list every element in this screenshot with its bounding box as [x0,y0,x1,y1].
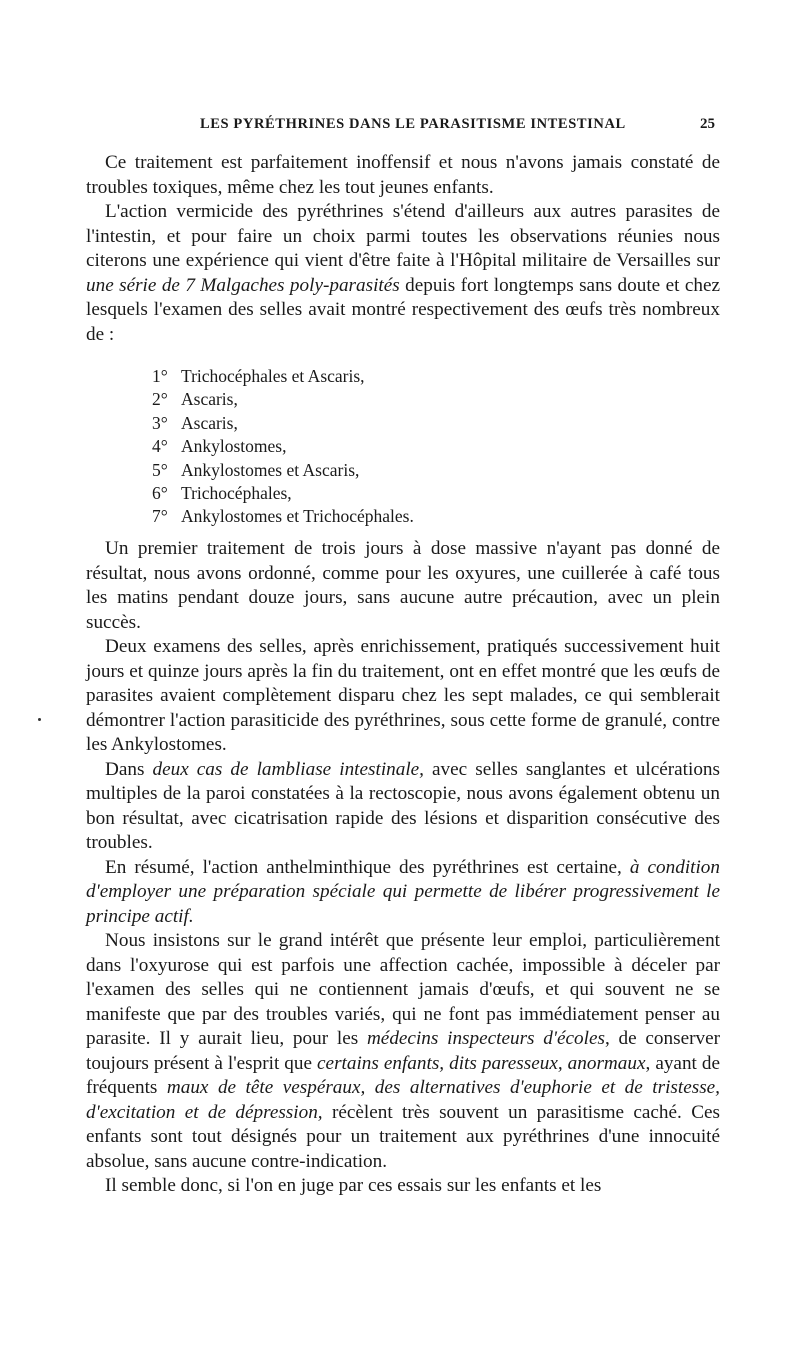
list-item-text: Ascaris, [181,412,238,433]
paragraph-2-italic-a: une série de 7 Malgaches poly-parasités [86,274,400,296]
list-item-text: Ankylostomes, [181,436,287,457]
paragraph-5-italic-a: deux cas de lambliase intestinale, [152,758,424,780]
list-item-number: 1° [152,366,168,386]
running-title: LES PYRÉTHRINES DANS LE PARASITISME INTESTINAL [200,116,626,132]
list-item [152,412,414,435]
list-item [152,459,414,482]
list-item-number: 3° [152,412,168,433]
page-number: 25 [700,116,715,132]
paragraph-5 [86,758,720,856]
paragraph-7-text-b: , de conserver toujours présent à l'esprit que [86,1028,720,1074]
paragraph-6-italic-a: à condition d'employer une préparation spéciale qui permette de libérer progressivement le principe actif. [86,856,720,927]
list-item [152,505,414,528]
list-item-number: 4° [152,436,168,457]
paragraph-5-text-a: Dans [105,758,153,780]
paragraph-7-italic-a: médecins inspecteurs d'écoles [366,1028,605,1049]
list-item-text: Ankylostomes et Ascaris, [181,459,360,480]
paragraph-5-text-b: avec selles sanglantes et ulcérations multiples de la paroi constatées à la rectoscopie, nous avons également obtenu un bon résultat, avec cicatrisation rapide des lésions et disparition consécutive des troubles. [86,758,720,853]
paragraph-8: Il semble donc, si l'on en juge par ces essais sur les enfants et les [105,1175,602,1196]
list-item [152,482,414,505]
paragraph-1: Ce traitement est parfaitement inoffensif et nous n'avons jamais constaté de troubles toxiques, même chez les tout jeunes enfants. [86,152,720,198]
paragraph-3: Un premier traitement de trois jours à dose massive n'ayant pas donné de résultat, nous avons ordonné, comme pour les oxyures, une cuillerée à café tous les matins pendant douze jours, sans aucune autre précaution, avec un plein succès. [86,538,720,633]
paragraph-6-text-a: En résumé, l'action anthelminthique des pyréthrines est certaine, [105,856,630,878]
text-block-top [86,151,720,347]
list-item-text: Trichocéphales et Ascaris, [181,366,365,386]
list-item-text: Ascaris, [181,389,238,410]
paragraph-7-text-c: , ayant de fréquents [86,1052,720,1098]
list-item-number: 6° [152,483,168,504]
list-item [152,435,414,458]
list-item [152,388,414,411]
margin-speck [38,718,41,721]
paragraph-7-text-d: récèlent très souvent un parasitisme caché. Ces enfants sont tout désignés pour un traitement aux pyréthrines d'une innocuité absolue, sans aucune contre-indication. [86,1101,720,1172]
list-item-number: 7° [152,506,168,527]
text-block-bottom [86,537,720,1199]
paragraph-6 [86,856,720,930]
paragraph-7-italic-c: maux de tête vespéraux, des alternatives d'euphorie et de tristesse, d'excitation et de dépression, [86,1077,720,1123]
paragraph-2-text-b: depuis fort longtemps sans doute et chez lesquels l'examen des selles avait montré respectivement des œufs très nombreux de : [86,274,720,345]
list-item-number: 5° [152,459,168,480]
paragraph-7-text-a: Nous insistons sur le grand intérêt que présente leur emploi, particulièrement dans l'oxyurose qui est parfois une affection cachée, impossible à déceler par l'examen des selles qui ne contiennent jamais d'œufs, et qui souvent ne se manifeste que par des troubles variés, qui ne font pas immédiatement penser au parasite. Il y aurait lieu, pour les [86,930,720,1049]
list-item-number: 2° [152,389,168,410]
paragraph-2-text-a: L'action vermicide des pyréthrines s'étend d'ailleurs aux autres parasites de l'intestin, et pour faire un choix parmi toutes les observations réunies nous citerons une expérience qui vient d'être faite à l'Hôpital militaire de Versailles sur [86,201,720,271]
list-item-text: Trichocéphales, [181,483,292,504]
parasite-list [152,365,414,529]
list-item [152,365,414,388]
list-item-text: Ankylostomes et Trichocéphales. [181,506,414,527]
paragraph-7-italic-b: certains enfants, dits paresseux, anormaux [317,1052,646,1074]
paragraph-2 [86,200,720,347]
paragraph-4: Deux examens des selles, après enrichissement, pratiqués successivement huit jours et quinze jours après la fin du traitement, ont en effet montré que les œufs de parasites avaient complètement disparu chez les sept malades, ce qui semblerait démontrer l'action parasiticide des pyréthrines, sous cette forme de granulé, contre les Ankylostomes. [86,636,720,755]
paragraph-7 [86,929,720,1174]
